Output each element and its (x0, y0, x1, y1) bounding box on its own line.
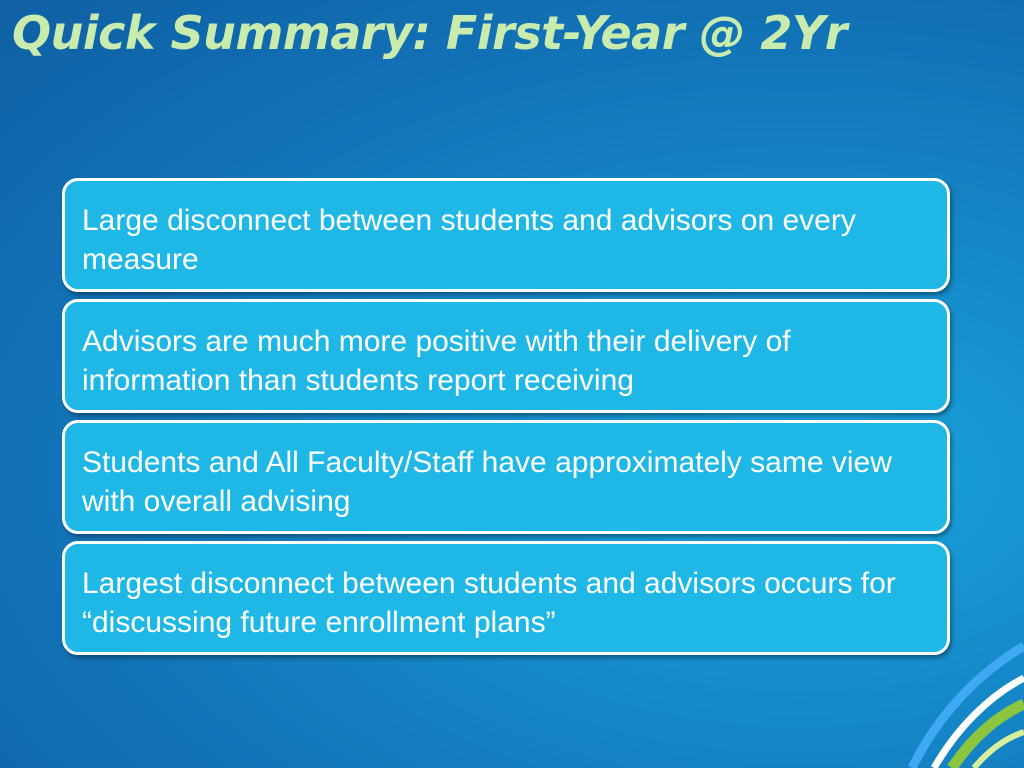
summary-item-3: Students and All Faculty/Staff have approximately same view with overall advising (62, 420, 950, 534)
summary-list (62, 178, 950, 662)
summary-item-1: Large disconnect between students and advisors on every measure (62, 178, 950, 292)
corner-swoosh-decoration (894, 638, 1024, 768)
summary-item-2: Advisors are much more positive with their delivery of information than students report receiving (62, 299, 950, 413)
summary-item-4: Largest disconnect between students and advisors occurs for “discussing future enrollment plans” (62, 541, 950, 655)
slide-title: Quick Summary: First-Year @ 2Yr (12, 6, 847, 60)
